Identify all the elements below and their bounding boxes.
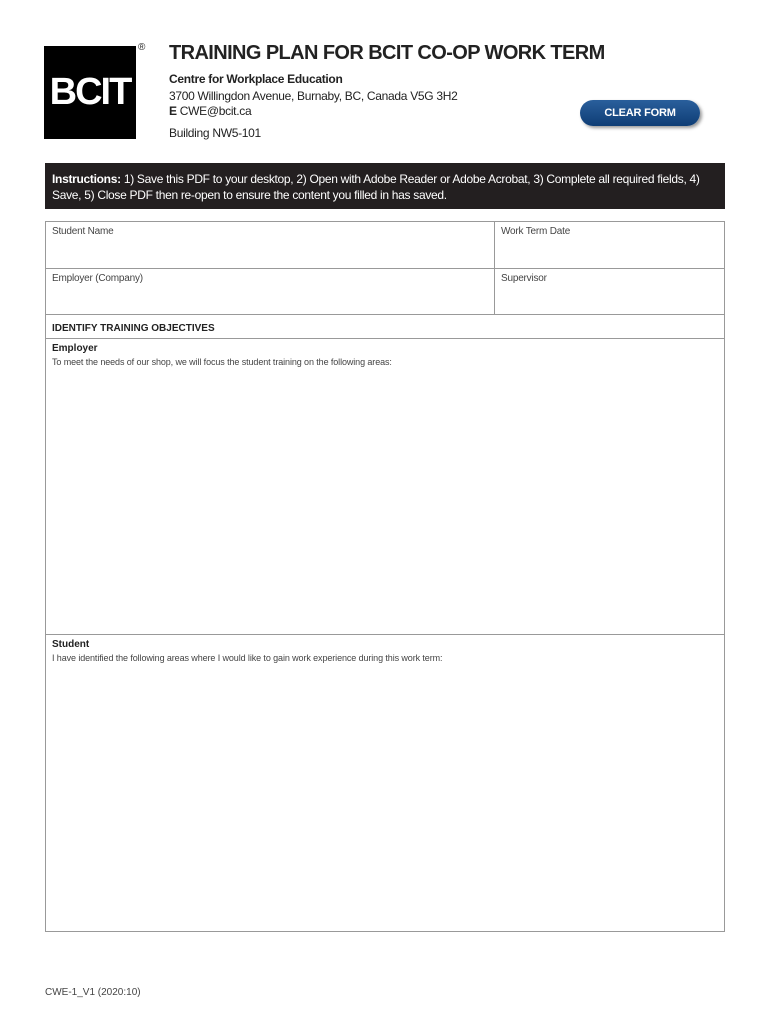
student-objectives-field[interactable]	[45, 634, 725, 932]
registered-mark: ®	[138, 42, 146, 53]
employer-objectives-label: Employer	[52, 343, 98, 354]
email-label: E	[169, 104, 177, 118]
department: Centre for Workplace Education	[169, 72, 343, 86]
page-title: TRAINING PLAN FOR BCIT CO-OP WORK TERM	[169, 42, 605, 64]
employer-label: Employer (Company)	[52, 273, 143, 284]
student-objectives-text: I have identified the following areas where I would like to gain work experience during this work term:	[52, 653, 443, 663]
student-name-label: Student Name	[52, 226, 114, 237]
work-term-date-label: Work Term Date	[501, 226, 571, 237]
email: CWE@bcit.ca	[179, 104, 252, 118]
logo-text: BCIT	[49, 71, 131, 113]
address: 3700 Willingdon Avenue, Burnaby, BC, Canada V5G 3H2	[169, 89, 458, 103]
clear-form-button[interactable]: CLEAR FORM	[580, 100, 700, 126]
instructions-banner	[45, 163, 725, 209]
student-name-field[interactable]	[45, 221, 495, 269]
work-term-date-field[interactable]	[494, 221, 725, 269]
building: Building NW5-101	[169, 126, 261, 140]
objectives-heading: IDENTIFY TRAINING OBJECTIVES	[52, 323, 215, 334]
instructions-label: Instructions:	[52, 172, 121, 186]
student-objectives-label: Student	[52, 639, 90, 650]
supervisor-field[interactable]	[494, 268, 725, 315]
employer-field[interactable]	[45, 268, 495, 315]
form-code: CWE-1_V1 (2020:10)	[45, 987, 141, 998]
instructions-text: 1) Save this PDF to your desktop, 2) Open with Adobe Reader or Adobe Acrobat, 3) Complete all required fields, 4) Save, 5) Close PDF then re-open to ensure the content you filled in has saved.	[52, 172, 700, 202]
employer-objectives-field[interactable]	[45, 338, 725, 635]
supervisor-label: Supervisor	[501, 273, 547, 284]
employer-objectives-text: To meet the needs of our shop, we will focus the student training on the following areas:	[52, 357, 392, 367]
email-line	[169, 104, 251, 118]
objectives-header	[45, 314, 725, 339]
bcit-logo	[44, 46, 136, 139]
